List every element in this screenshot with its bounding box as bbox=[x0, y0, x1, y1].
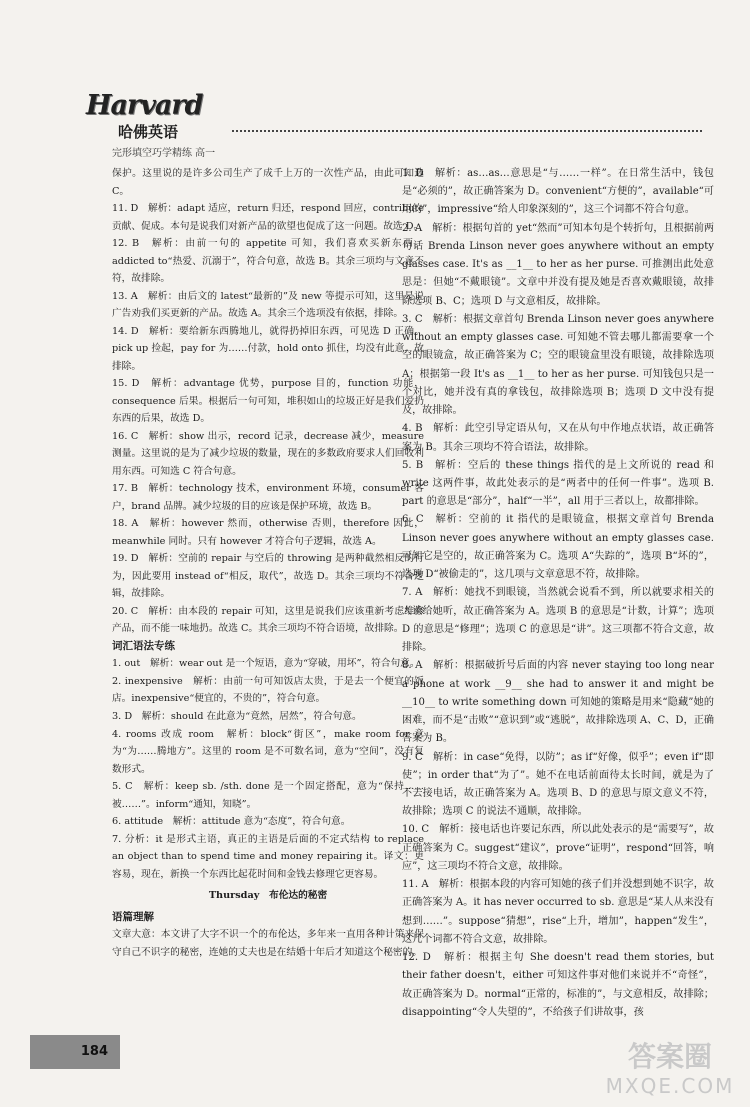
answer-item: 4. B 解析：此空引导定语从句，又在从句中作地点状语，故正确答案为 B。其余三项均不符合语法，故排除。 bbox=[402, 423, 714, 453]
answer-item: 12. B 解析：由前一句的 appetite 可知，我们喜欢买新东西。addicted to“热爱、沉溺于”，符合句意，故选 B。其余三项均与文意不符，故排除。 bbox=[112, 238, 424, 285]
answer-item: 3. C 解析：根据文章首句 Brenda Linson never goes anywhere without an empty glasses case. 可知她不管去哪儿都需要拿一个空的眼镜盒，故正确答案为 C；空的眼镜盒里没有眼镜，故排除选项 A；根据第一段 It's as __1__ to her as her purse. 可知钱包只是一个对比，她并没有真的拿钱包，故排除选项 B；选项 D 文中没有提及，故排除。 bbox=[402, 313, 714, 417]
thursday-title: Thursday 布伦达的秘密 bbox=[208, 890, 328, 902]
watermark-domain: MXQE.COM bbox=[605, 1074, 735, 1098]
answer-item: 7. A 解析：她找不到眼镜，当然就会说看不到，所以就要求相关的人读给她听，故正确答案为 A。选项 B 的意思是“计数，计算”；选项 D 的意思是“修理”；选项 C 的意思是“讲”。这三项都不符合文意，故排除。 bbox=[402, 587, 714, 654]
watermark-text: 答案圈 bbox=[627, 1040, 712, 1073]
reading-intro: 文章大意：本文讲了大字不识一个的布伦达，多年来一直用各种计策来保守自己不识字的秘密，连她的丈夫也是在结婚十年后才知道这个秘密的。 bbox=[112, 929, 424, 958]
answer-item: 20. C 解析：由本段的 repair 可知，这里是说我们应该重新考虑维修产品，而不能一味地扔。故选 C。其余三项均不符合语境，故排除。 bbox=[112, 605, 424, 635]
answer-item: 2. A 解析：根据句首的 yet“然而”可知本句是个转折句，且根据前两句话 Brenda Linson never goes anywhere without an empty glasses case. It's as __1__ to her as her purse. 可推测出此处意思是：但她“不戴眼镜”。文章中并没有提及她是否喜欢戴眼镜，故排除选项 B、C；选项 D 与文意相反，故排除。 bbox=[402, 222, 714, 307]
harvard-logo: Harvard bbox=[86, 90, 203, 121]
vocab-item: 3. D 解析：should 在此意为“竟然，居然”，符合句意。 bbox=[112, 710, 362, 722]
reading-section-title: 语篇理解 bbox=[112, 910, 154, 923]
vocab-item: 4. rooms 改成 room 解析：block“街区”，make room for 意为“为……腾地方”。这里的 room 是不可数名词，意为“空间”，没有复数形式。 bbox=[112, 728, 424, 775]
answer-item: 17. B 解析：technology 技术，environment 环境，consumer 客户，brand 品牌。减少垃圾的目的应该是保护环境，故选 B。 bbox=[112, 483, 424, 512]
left-column bbox=[112, 165, 424, 961]
vocab-item: 2. inexpensive 解析：由前一句可知饭店太贵，于是去一个便宜的饭店。inexpensive“便宜的，不贵的”，符合句意。 bbox=[112, 675, 424, 705]
answer-item: 8. A 解析：根据破折号后面的内容 never staying too long near a phone at work __9__ she had to answer it and might be __10__ to write something down 可知她的策略是用来“隐藏”她的困难，而不是“击败”“意识到”或“逃脱”，故排除选项 A、C、D，正确答案为 B。 bbox=[402, 660, 714, 745]
vocab-item: 7. 分析：it 是形式主语，真正的主语是后面的不定式结构 to replace an object than to spend time and money repairing it。译文：更容易，现在，新换一个东西比起花时间和金钱去修理它更容易。 bbox=[112, 833, 424, 880]
vocab-item: 6. attitude 解析：attitude 意为“态度”，符合句意。 bbox=[112, 816, 351, 828]
right-column bbox=[402, 165, 714, 1022]
answer-item: 1. D 解析：as…as…意思是“与……一样”。在日常生活中，钱包是“必须的”，故正确答案为 D。convenient“方便的”，available“可用的”，impressive“给人印象深刻的”，这三个词都不符合句意。 bbox=[402, 168, 714, 216]
brand-subtitle: 完形填空巧学精练 高一 bbox=[112, 148, 216, 159]
answer-item: 13. A 解析：由后文的 latest“最新的”及 new 等提示可知，这里是说广告劝我们买更新的产品。故选 A。其余三个选项没有依据，排除。 bbox=[112, 290, 424, 320]
dotted-divider bbox=[232, 130, 702, 134]
answer-item: 6. C 解析：空前的 it 指代的是眼镜盒，根据文章首句 Brenda Linson never goes anywhere without an empty glasses case. 可知它是空的，故正确答案为 C。选项 A“失踪的”，选项 B“坏的”，选项 D“被偷走的”，这几项与文章意思不符，故排除。 bbox=[402, 514, 714, 581]
answer-item: 14. D 解析：要给新东西腾地儿，就得扔掉旧东西，可见选 D 正确。pick up 捡起，pay for 为……付款，hold onto 抓住，均没有此意，故排除。 bbox=[112, 325, 424, 372]
answer-item: 16. C 解析：show 出示，record 记录，decrease 减少，measure 测量。这里说的是为了减少垃圾的数量，现在的多数政府要求人们回收利用东西。可知选 C 符合句意。 bbox=[112, 430, 424, 477]
vocab-section-title: 词汇语法专练 bbox=[112, 639, 175, 652]
answer-item: 11. D 解析：adapt 适应，return 归还，respond 回应，contribute 贡献、促成。本句是说我们对新产品的欲望也促成了这一问题。故选 D。 bbox=[112, 203, 424, 232]
page-header bbox=[0, 0, 750, 165]
answer-item: 10. C 解析：接电话也许要记东西，所以此处表示的是“需要写”，故正确答案为 C。suggest“建议”，prove“证明”，respond“回答，响应”，这三项均不符合文意，故排除。 bbox=[402, 824, 714, 872]
vocab-item: 1. out 解析：wear out 是一个短语，意为“穿破，用坏”，符合句意。 bbox=[112, 658, 420, 670]
answer-item: 5. B 解析：空后的 these things 指代的是上文所说的 read 和 write 这两件事，故此处表示的是“两者中的任何一件事”。选项 B. part 的意思是“部分”，half“一半”，all 用于三者以上，故都排除。 bbox=[402, 459, 714, 508]
answer-item: 15. D 解析：advantage 优势，purpose 目的，function 功能，consequence 后果。根据后一句可知，堆积如山的垃圾正好是我们爱扔东西的后果，故选 D。 bbox=[112, 378, 424, 425]
answer-item: 11. A 解析：根据本段的内容可知她的孩子们并没想到她不识字，故正确答案为 A。it has never occurred to sb. 意思是“某人从来没有想到……”。suppose“猜想”，rise“上升，增加”，happen“发生”，这几个词都不符合文意，故排除。 bbox=[402, 879, 714, 945]
answer-item: 19. D 解析：空前的 repair 与空后的 throwing 是两种截然相反的行为，因此要用 instead of“相反，取代”，故选 D。其余三项均不符合逻辑，故排除。 bbox=[112, 553, 424, 600]
brand-title: 哈佛英语 bbox=[118, 123, 179, 141]
answer-item: 12. D 解析：根据主句 She doesn't read them stories, but their father doesn't，either 可知这件事对他们来说并不“奇怪”，故正确答案为 D。normal“正常的，标准的”，与文意相反，故排除；disappointing“令人失望的”，不给孩子们讲故事，孩 bbox=[402, 952, 714, 1018]
watermark-logo bbox=[600, 1040, 740, 1102]
answer-item: 9. C 解析：in case“免得，以防”；as if“好像，似乎”；even if“即使”；in order that“为了”。她不在电话前面待太长时间，就是为了不去接电话，故正确答案为 A。选项 B、D 的意思与原文意义不符，故排除；选项 C 的说法不通顺，故排除。 bbox=[402, 751, 714, 818]
vocab-item: 5. C 解析：keep sb. /sth. done 是一个固定搭配，意为“保持……被……”。inform“通知，知晓”。 bbox=[112, 781, 424, 810]
page-number: 184 bbox=[30, 1035, 120, 1069]
answer-item: 保护。这里说的是许多公司生产了成千上万的一次性产品，由此可知选 C。 bbox=[112, 168, 424, 197]
answer-item: 18. A 解析：however 然而，otherwise 否则，therefore 因此，meanwhile 同时。只有 however 才符合句子逻辑，故选 A。 bbox=[112, 518, 424, 547]
